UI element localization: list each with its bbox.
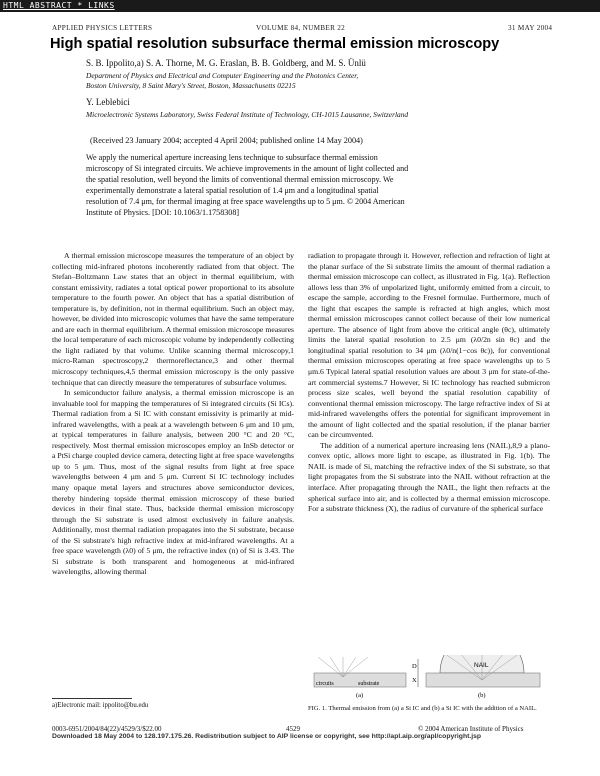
column-right [308,251,550,515]
label-d: D [412,663,417,670]
issue-date: 31 MAY 2004 [508,24,553,32]
label-b: (b) [478,692,486,699]
footer-copyright: © 2004 American Institute of Physics [418,725,524,733]
abstract-line: experimentally demonstrate a lateral spatial resolution of 1.4 μm and a longitudinal spatial [86,186,379,195]
paragraph: A thermal emission microscope measures the temperature of an object by collecting mid-infrared photons incoherently radiated from that object. The Stefan–Boltzmann Law states that an object in thermal equilibrium, with constant emissivity, radiates a total optical power proportional to its absolute temperature to the fourth power. An object that has a spatial distribution of temperature is, by definition, not in thermal equilibrium. Such an object may, however, be divided into microscopic volumes that have the same temperature and are each in thermal equilibrium. A thermal emission microscope measures the local temperature of each microscopic volume by independently collecting the light radiated by that volume. Unlike scanning thermal microscopy,1 micro-Raman spectroscopy,2 thermoreflectance,3 and other thermal microscopy techniques,4,5 thermal emission microscopy is the only passive technique that can directly measure the temperatures of subsurface volumes. [52,251,294,387]
received-dates: (Received 23 January 2004; accepted 4 April 2004; published online 14 May 2004) [90,136,363,145]
top-link-bar [0,0,600,12]
paragraph: The addition of a numerical aperture increasing lens (NAIL),8,9 a plano-convex optic, allows more light to escape, as illustrated in Fig. 1(b). The NAIL is made of Si, matching the refractive index of the Si substrate, so that light propagates from the Si substrate into the NAIL without refraction at the interface. After propagating through the NAIL, the light then refracts at the spherical surface into air, and is collected by a thermal emission microscope. For a substrate thickness (X), the radius of curvature of the spherical surface [308,440,550,514]
abstract-line: resolution of 7.4 μm, for thermal imaging at free space wavelengths up to 5 μm. © 2004 American [86,197,405,206]
label-a: (a) [356,692,364,699]
footnote: a)Electronic mail: ippolito@bu.edu [52,702,149,709]
abstract [86,152,506,218]
abstract-line: We apply the numerical aperture increasing lens technique to subsurface thermal emission [86,153,378,162]
footnote-rule [52,698,132,699]
abstract-links[interactable]: HTML ABSTRACT * LINKS [3,1,115,10]
label-x: X [412,677,417,684]
figure-panel-a [314,657,406,699]
volume-number: VOLUME 84, NUMBER 22 [256,24,346,32]
abstract-line: Institute of Physics. [DOI: 10.1063/1.1758308] [86,208,240,217]
figure-panel-b [426,655,540,699]
nail-label: NAIL [474,662,489,669]
column-left [52,251,294,578]
paper-title: High spatial resolution subsurface thermal emission microscopy [50,36,500,52]
paragraph: radiation to propagate through it. However, reflection and refraction of light at the planar surface of the Si substrate limits the amount of thermal radiation a thermal emission microscope can collect, as illustrated in Fig. 1(a). Reflection allows less than 3% of unpolarized light, uniformly emitted from a circuit, to escape the sample, according to the Fresnel formulae. Furthermore, much of the light that escapes the sample is refracted at high angles, which most thermal emission microscopes cannot collect because of their low numerical aperture. The absence of light from above the critical angle (θc), ultimately limits the lateral spatial resolution to 2.5 μm (λ0/2n sin θc) and the longitudinal spatial resolution to 34 μm (λ0/n(1−cos θc)), for conventional thermal emission microscopes operating at free space wavelengths up to 5 μm.6 Typical lateral spatial resolution values are about 3 μm for state-of-the-art commercial systems.7 However, Si IC technology has reached submicron process size scales, well beyond the spatial resolution capability of conventional thermal emission microscopy. The large refractive index of Si at mid-infrared wavelengths offers the potential for significant improvement in the amount of light collected and the spatial resolution, if the planar barrier can be circumvented. [308,251,550,440]
abstract-line: microscopy of Si integrated circuits. We achieve improvements in the amount of light collected and [86,164,409,173]
author-2: Y. Leblebici [86,97,130,107]
abstract-line: the spatial resolution, well beyond the limits of conventional thermal emission microscopy. We [86,175,394,184]
paragraph: In semiconductor failure analysis, a thermal emission microscope is an invaluable tool for mapping the temperatures of Si integrated circuits (Si ICs). Thermal radiation from a Si IC with constant emissivity is primarily at mid-infrared wavelengths, with a peak at a wavelength between 6 μm and 10 μm, at typical temperatures in failure analysis, between 200 °C and 20 °C, respectively. Most thermal emission microscopes employ an InSb detector or a PtSi charge coupled device camera, detecting light at free space wavelengths up to 5 μm. Thus, most of the signal results from light at free space wavelengths between 4 μm and 5 μm. Current Si IC technology includes many opaque metal layers and structures above semiconductor devices, thereby hindering topside thermal emission microscopy of these buried devices in their final state. Thus, backside thermal emission microscopy through the Si substrate is used almost exclusively in failure analysis. Additionally, most thermal radiation propagates into the Si substrate, because of the Si substrate's high refractive index at mid-infrared wavelengths. At a free space wavelength (λ0) of 5 μm, the refractive index (n) of Si is 3.43. The Si substrate is both transparent and homogeneous at mid-infrared wavelengths, allowing thermal [52,388,294,577]
affiliation-1-line-2: Boston University, 8 Saint Mary's Street, Boston, Massachusetts 02215 [86,81,296,90]
substrate-label: substrate [358,681,380,687]
footer-issn: 0003-6951/2004/84(22)/4529/3/$22.00 [52,725,162,733]
figure-caption: FIG. 1. Thermal emission from (a) a Si IC and (b) a Si IC with the addition of a NAIL. [308,705,537,712]
download-notice: Downloaded 18 May 2004 to 128.197.175.26. Redistribution subject to AIP license or copyright, see http://apl.aip.org/apl/copyright.jsp [52,733,482,740]
affiliation-1-line-1: Department of Physics and Electrical and Computer Engineering and the Photonics Center, [86,71,359,80]
circuits-label: circuits [316,681,334,687]
affiliation-2: Microelectronic Systems Laboratory, Swiss Federal Institute of Technology, CH-1015 Lausanne, Switzerland [86,110,409,119]
figure-1 [308,655,550,700]
journal-name: APPLIED PHYSICS LETTERS [52,24,153,32]
page-number: 4529 [286,725,300,733]
authors: S. B. Ippolito,a) S. A. Thorne, M. G. Eraslan, B. B. Goldberg, and M. S. Ünlü [86,58,366,68]
